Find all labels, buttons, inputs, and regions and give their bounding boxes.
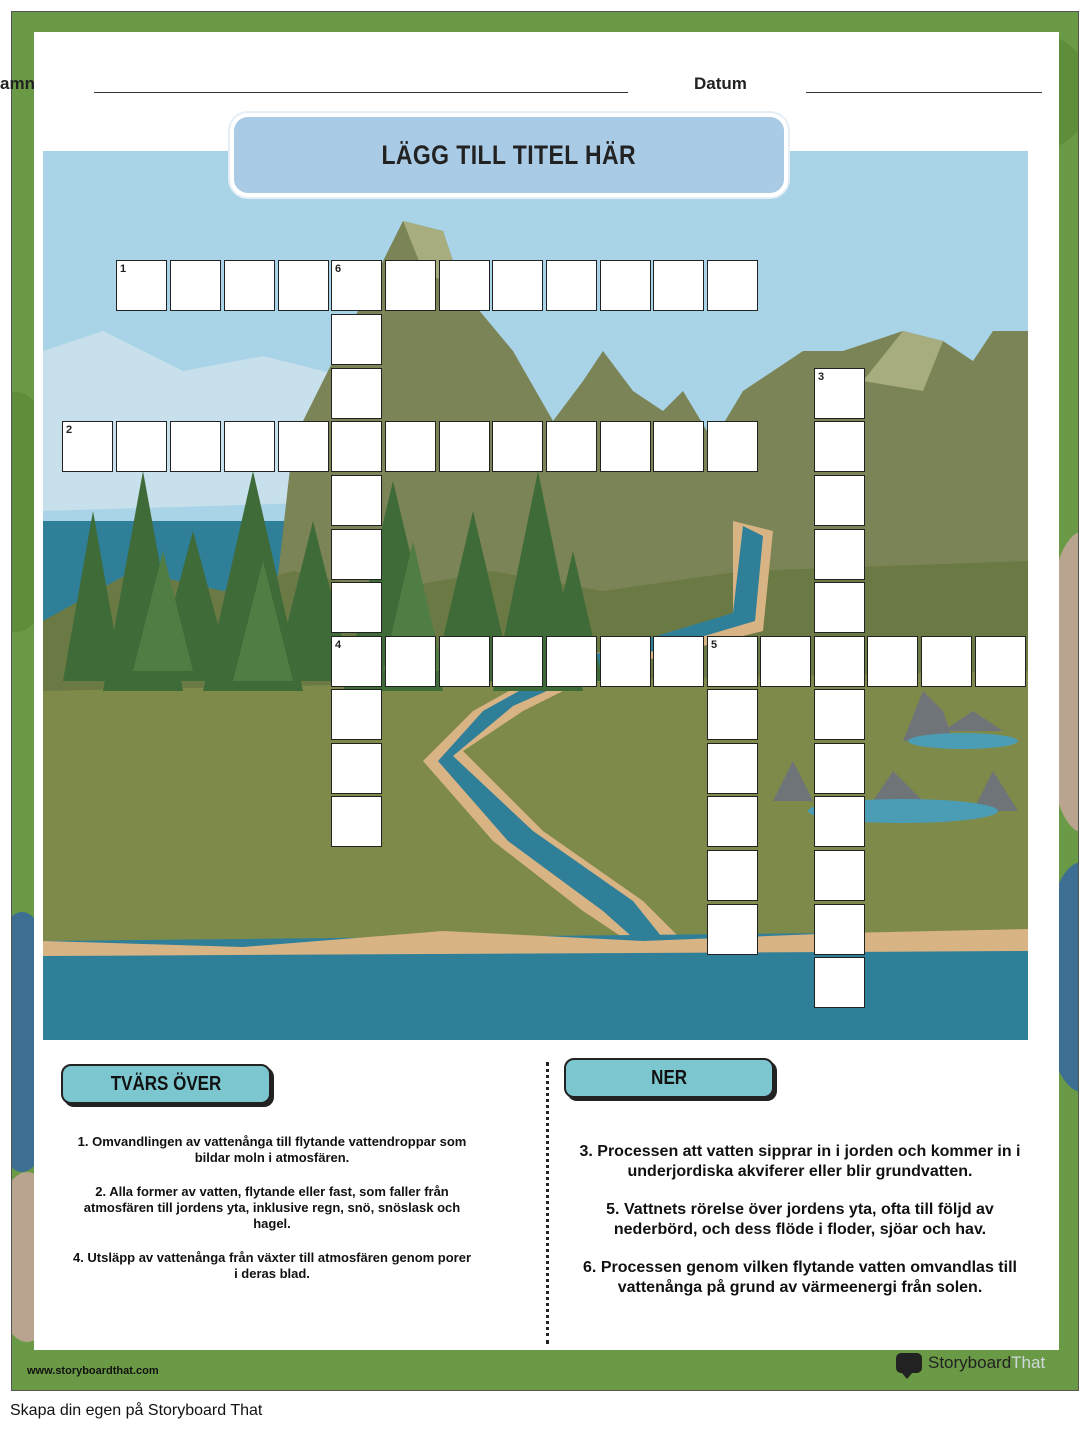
footer-url[interactable]: www.storyboardthat.com bbox=[27, 1365, 159, 1377]
crossword-cell[interactable] bbox=[170, 260, 221, 311]
crossword-cell[interactable] bbox=[707, 689, 758, 740]
logo-text-that: That bbox=[1011, 1353, 1046, 1372]
crossword-cell[interactable] bbox=[492, 260, 543, 311]
crossword-cell[interactable] bbox=[224, 260, 275, 311]
crossword-cell[interactable] bbox=[814, 475, 865, 526]
crossword-cell[interactable] bbox=[278, 421, 329, 472]
crossword-cell[interactable] bbox=[814, 689, 865, 740]
crossword-cell[interactable] bbox=[653, 636, 704, 687]
crossword-cell[interactable] bbox=[867, 636, 918, 687]
down-clue: 3. Processen att vatten sipprar in i jorden och kommer in i underjordiska akviferer eller blir grundvatten. bbox=[579, 1143, 1021, 1180]
crossword-cell[interactable] bbox=[331, 796, 382, 847]
across-clue: 1. Omvandlingen av vattenånga till flytande vattendroppar som bildar moln i atmosfären. bbox=[77, 1134, 467, 1165]
crossword-cell[interactable] bbox=[814, 636, 865, 687]
crossword-cell[interactable] bbox=[546, 421, 597, 472]
crossword-cell[interactable] bbox=[814, 957, 865, 1008]
crossword-cell[interactable] bbox=[707, 743, 758, 794]
crossword-cell[interactable] bbox=[331, 743, 382, 794]
crossword-cell[interactable] bbox=[492, 421, 543, 472]
crossword-cell[interactable] bbox=[707, 260, 758, 311]
clue-number-3: 3 bbox=[818, 371, 825, 383]
crossword-cell[interactable] bbox=[814, 743, 865, 794]
crossword-cell[interactable] bbox=[921, 636, 972, 687]
crossword-cell[interactable] bbox=[62, 421, 113, 472]
crossword-cell[interactable] bbox=[331, 421, 382, 472]
page-caption[interactable]: Skapa din egen på Storyboard That bbox=[10, 1402, 263, 1419]
crossword-cell[interactable] bbox=[278, 260, 329, 311]
crossword-cell[interactable] bbox=[331, 314, 382, 365]
down-heading: NER bbox=[651, 1066, 687, 1089]
storyboardthat-logo[interactable] bbox=[896, 1353, 1045, 1373]
crossword-cell[interactable] bbox=[600, 636, 651, 687]
across-clue: 4. Utsläpp av vattenånga från växter till atmosfären genom porer i deras blad. bbox=[72, 1250, 472, 1281]
clue-number-5: 5 bbox=[711, 639, 718, 651]
down-clue-list bbox=[578, 1142, 1022, 1316]
across-clue-list bbox=[72, 1134, 472, 1300]
crossword-cell[interactable] bbox=[224, 421, 275, 472]
crossword-cell[interactable] bbox=[600, 421, 651, 472]
crossword-cell[interactable] bbox=[331, 475, 382, 526]
name-line[interactable] bbox=[94, 92, 628, 93]
crossword-cell[interactable] bbox=[600, 260, 651, 311]
crossword-cell[interactable] bbox=[975, 636, 1026, 687]
clue-number-6: 6 bbox=[335, 263, 342, 275]
crossword-cell[interactable] bbox=[814, 796, 865, 847]
crossword-cell[interactable] bbox=[814, 421, 865, 472]
across-heading: TVÄRS ÖVER bbox=[110, 1072, 222, 1095]
down-clue: 6. Processen genom vilken flytande vatten omvandlas till vattenånga på grund av värmeenergi från solen. bbox=[583, 1259, 1017, 1296]
crossword-cell[interactable] bbox=[653, 421, 704, 472]
crossword-cell[interactable] bbox=[707, 850, 758, 901]
crossword-cell[interactable] bbox=[814, 529, 865, 580]
column-divider bbox=[546, 1062, 549, 1344]
crossword-cell[interactable] bbox=[331, 260, 382, 311]
crossword-cell[interactable] bbox=[170, 421, 221, 472]
speech-bubble-icon bbox=[896, 1353, 922, 1373]
page-title: LÄGG TILL TITEL HÄR bbox=[381, 139, 637, 170]
crossword-cell[interactable] bbox=[546, 636, 597, 687]
crossword-cell[interactable] bbox=[653, 260, 704, 311]
date-line[interactable] bbox=[806, 92, 1042, 93]
title-box[interactable] bbox=[230, 113, 788, 197]
crossword-cell[interactable] bbox=[546, 260, 597, 311]
crossword-cell[interactable] bbox=[707, 796, 758, 847]
across-clue: 2. Alla former av vatten, flytande eller fast, som faller från atmosfären till jordens yta, inklusive regn, snö, snöslask och hagel. bbox=[83, 1184, 461, 1231]
across-heading-box bbox=[61, 1064, 271, 1104]
crossword-cell[interactable] bbox=[814, 850, 865, 901]
crossword-cell[interactable] bbox=[331, 582, 382, 633]
crossword-cell[interactable] bbox=[385, 636, 436, 687]
crossword-cell[interactable] bbox=[331, 689, 382, 740]
crossword-cell[interactable] bbox=[331, 368, 382, 419]
crossword-cell[interactable] bbox=[331, 529, 382, 580]
clue-number-4: 4 bbox=[335, 639, 342, 651]
crossword-cell[interactable] bbox=[385, 421, 436, 472]
down-clue: 5. Vattnets rörelse över jordens yta, ofta till följd av nederbörd, och dess flöde i floder, sjöar och hav. bbox=[606, 1201, 994, 1238]
crossword-cell[interactable] bbox=[760, 636, 811, 687]
crossword-cell[interactable] bbox=[331, 636, 382, 687]
crossword-cell[interactable] bbox=[439, 421, 490, 472]
pond bbox=[908, 733, 1018, 749]
down-heading-box bbox=[564, 1058, 774, 1098]
crossword-cell[interactable] bbox=[116, 260, 167, 311]
crossword-cell[interactable] bbox=[814, 368, 865, 419]
name-label: amn bbox=[0, 74, 35, 93]
crossword-cell[interactable] bbox=[707, 421, 758, 472]
date-label: Datum bbox=[694, 74, 747, 93]
crossword-cell[interactable] bbox=[707, 904, 758, 955]
crossword-cell[interactable] bbox=[814, 904, 865, 955]
crossword-cell[interactable] bbox=[492, 636, 543, 687]
crossword-cell[interactable] bbox=[116, 421, 167, 472]
crossword-cell[interactable] bbox=[439, 260, 490, 311]
logo-text-storyboard: Storyboard bbox=[928, 1353, 1012, 1372]
crossword-cell[interactable] bbox=[707, 636, 758, 687]
clue-number-2: 2 bbox=[66, 424, 73, 436]
clue-number-1: 1 bbox=[120, 263, 127, 275]
crossword-cell[interactable] bbox=[439, 636, 490, 687]
crossword-cell[interactable] bbox=[385, 260, 436, 311]
crossword-cell[interactable] bbox=[814, 582, 865, 633]
